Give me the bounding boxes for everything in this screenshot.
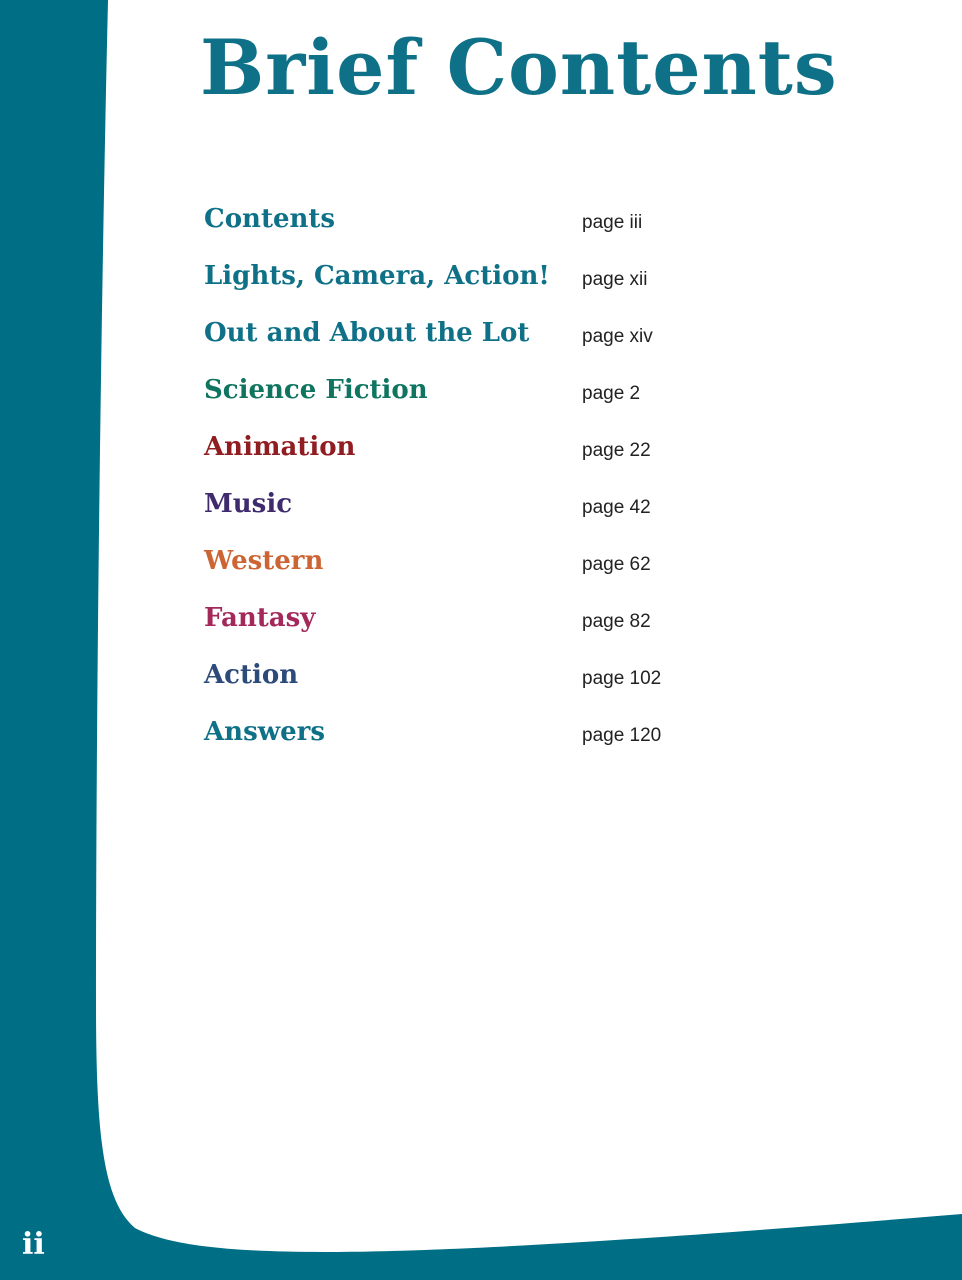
entry-title: Animation — [204, 432, 356, 462]
entry-page: page 2 — [582, 383, 641, 404]
contents-list — [204, 198, 724, 768]
entry-title: Fantasy — [204, 603, 316, 633]
entry-page: page 120 — [582, 725, 662, 746]
contents-entry[interactable] — [204, 654, 724, 711]
entry-title: Answers — [204, 717, 325, 747]
entry-page: page 102 — [582, 668, 662, 689]
entry-title: Action — [204, 660, 299, 690]
entry-page: page 22 — [582, 440, 651, 461]
entry-title: Contents — [204, 204, 336, 234]
entry-title: Western — [204, 546, 324, 576]
contents-entry[interactable] — [204, 312, 724, 369]
entry-page: page 62 — [582, 554, 651, 575]
entry-page: page 42 — [582, 497, 651, 518]
entry-page: page xii — [582, 269, 648, 290]
contents-entry[interactable] — [204, 597, 724, 654]
contents-entry[interactable] — [204, 483, 724, 540]
entry-title: Lights, Camera, Action! — [204, 261, 550, 291]
page-title: Brief Contents — [200, 23, 838, 112]
entry-title: Science Fiction — [204, 375, 428, 405]
contents-entry[interactable] — [204, 426, 724, 483]
contents-entry[interactable] — [204, 198, 724, 255]
contents-entry[interactable] — [204, 540, 724, 597]
contents-entry[interactable] — [204, 255, 724, 312]
contents-entry[interactable] — [204, 369, 724, 426]
entry-page: page xiv — [582, 326, 653, 347]
entry-page: page 82 — [582, 611, 651, 632]
entry-title: Music — [204, 489, 293, 519]
entry-title: Out and About the Lot — [204, 318, 530, 348]
contents-entry[interactable] — [204, 711, 724, 768]
entry-page: page iii — [582, 212, 643, 233]
page-number: ii — [22, 1227, 45, 1262]
